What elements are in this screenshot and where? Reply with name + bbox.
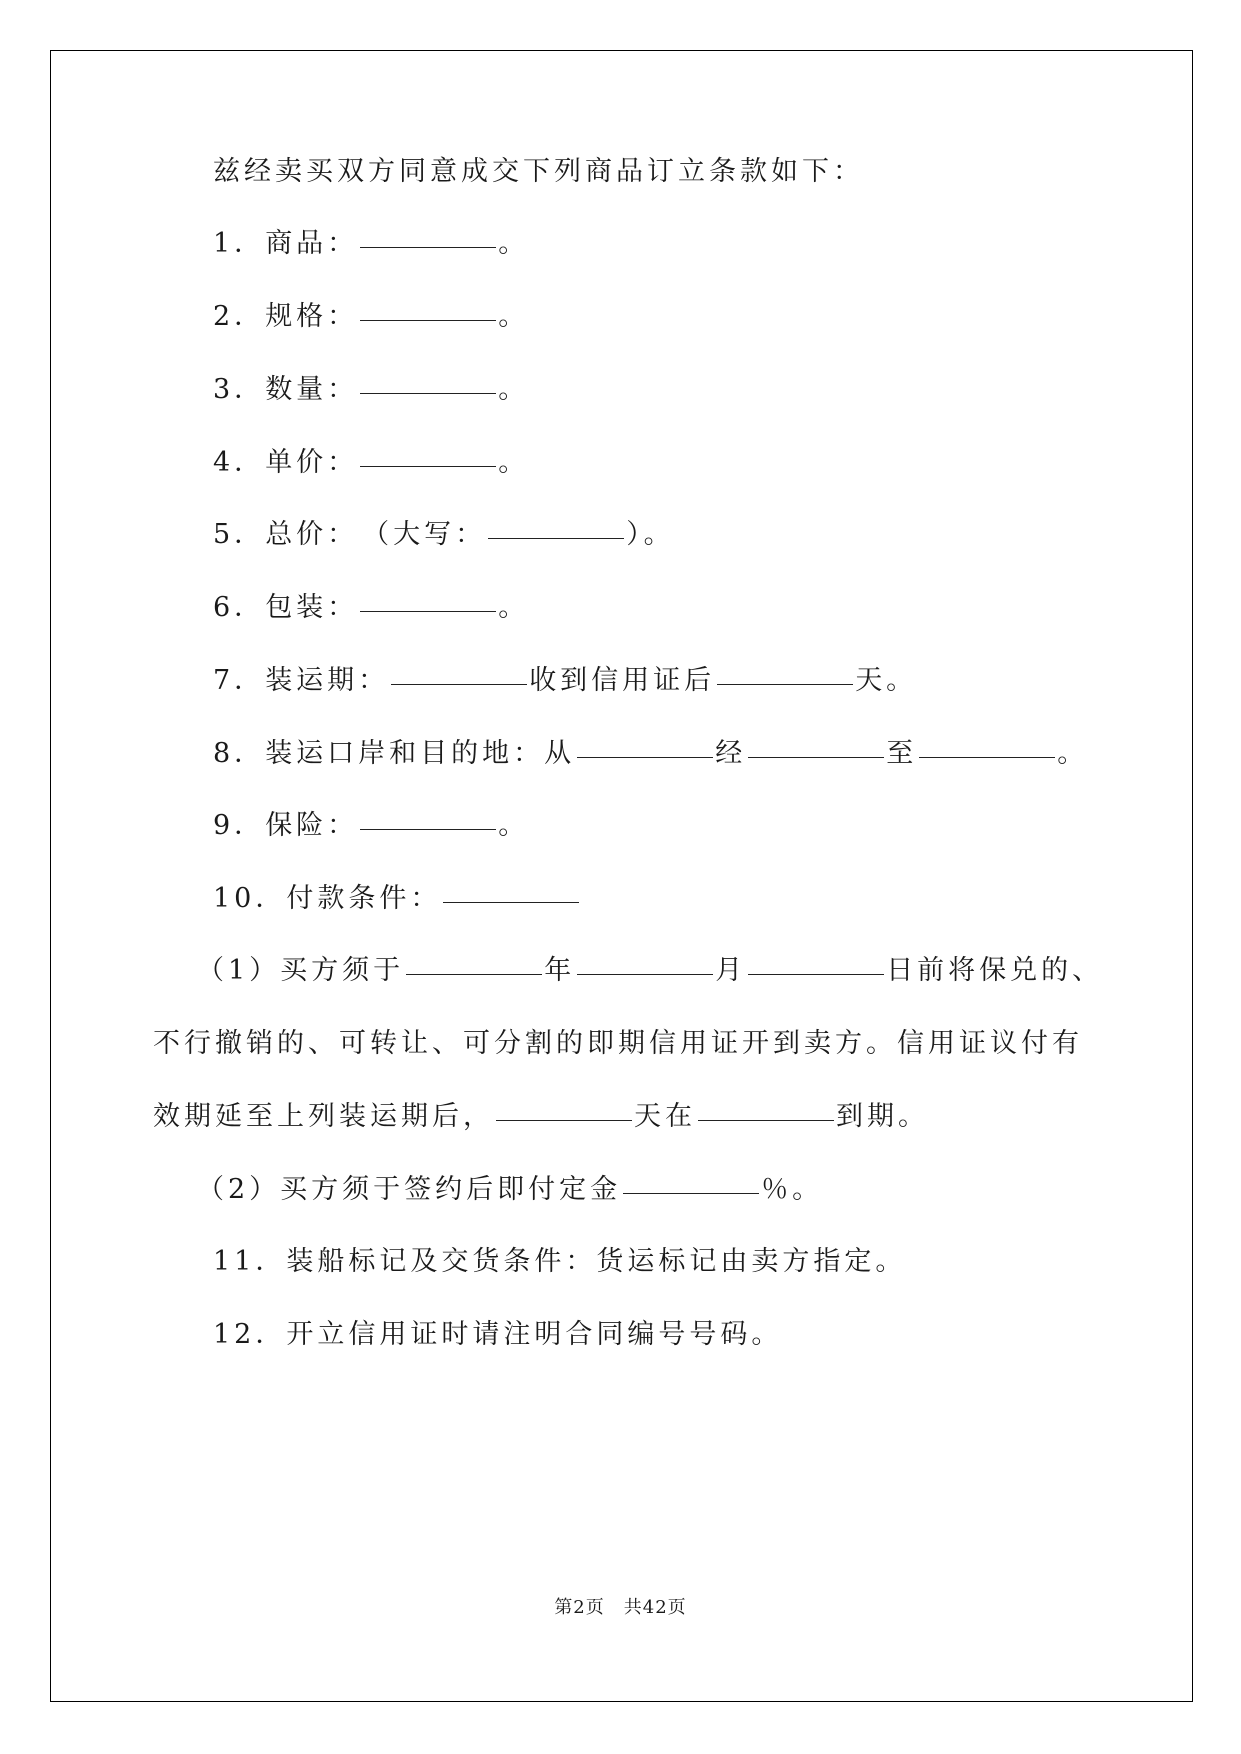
clause-3 (213, 370, 529, 410)
clause-end: 。 (498, 374, 530, 405)
text-segment: 日前将保兑的、 (886, 955, 1104, 986)
clause-num: 8． (213, 738, 266, 769)
clause-end: 。 (498, 301, 530, 332)
blank-line (748, 973, 884, 975)
sub-clause-1 (197, 951, 1103, 991)
sub-clause-1-line-3 (153, 1097, 929, 1137)
clause-end: 。 (498, 228, 530, 259)
clause-label: 单价： (265, 447, 359, 478)
page-number-footer: 第2页 共42页 (554, 1597, 687, 1618)
text-segment: 天在 (634, 1101, 696, 1132)
clause-num: 5． (213, 519, 266, 550)
clause-9 (213, 806, 529, 846)
clause-pre: （大写： (344, 519, 487, 550)
text-segment: 年 (544, 955, 576, 986)
clause-num: 9． (213, 810, 266, 841)
text-segment: （1）买方须于 (197, 955, 405, 986)
blank-line (391, 683, 527, 685)
sub-clause-2 (197, 1170, 823, 1210)
clause-num: 3． (213, 374, 266, 405)
clause-2 (213, 297, 529, 337)
blank-line (443, 901, 579, 903)
text-segment: 月 (715, 955, 747, 986)
clause-11: 11．装船标记及交货条件：货运标记由卖方指定。 (213, 1246, 907, 1277)
intro-text: 兹经卖买双方同意成交下列商品订立条款如下： (213, 156, 864, 187)
clause-5 (213, 515, 675, 555)
clause-end: 。 (498, 447, 530, 478)
blank-line (748, 756, 884, 758)
blank-line (698, 1119, 834, 1121)
clause-label: 商品： (265, 228, 359, 259)
blank-line (919, 756, 1055, 758)
text-segment: 到期。 (836, 1101, 929, 1132)
clause-end: 。 (498, 810, 530, 841)
blank-line (577, 756, 713, 758)
clause-label: 保险： (265, 810, 359, 841)
clause-1 (213, 224, 529, 264)
clause-mid: 至 (886, 738, 918, 769)
blank-line (360, 319, 496, 321)
blank-line (360, 246, 496, 248)
blank-line (577, 973, 713, 975)
clause-label: 装运口岸和目的地：从 (265, 738, 576, 769)
blank-line (717, 683, 853, 685)
clause-6 (213, 588, 529, 628)
clause-10 (213, 879, 581, 919)
text-segment: （2）买方须于签约后即付定金 (197, 1174, 622, 1205)
clause-end: 。 (1057, 738, 1089, 769)
clause-end: 。 (498, 592, 530, 623)
text-segment: ％。 (761, 1174, 824, 1205)
clause-8 (213, 734, 1088, 774)
sub-clause-1-line-2: 不行撤销的、可转让、可分割的即期信用证开到卖方。信用证议付有 (153, 1028, 1083, 1059)
blank-line (360, 465, 496, 467)
clause-label: 数量： (265, 374, 359, 405)
clause-mid: 收到信用证后 (529, 665, 716, 696)
clause-end: ）。 (626, 519, 675, 550)
clause-label: 付款条件： (286, 883, 442, 914)
clause-num: 2． (213, 301, 266, 332)
blank-line (360, 610, 496, 612)
blank-line (406, 973, 542, 975)
clause-label: 规格： (265, 301, 359, 332)
clause-mid: 经 (715, 738, 747, 769)
blank-line (488, 537, 624, 539)
blank-line (496, 1119, 632, 1121)
clause-7 (213, 661, 917, 701)
clause-num: 7． (213, 665, 266, 696)
clause-label: 装运期： (265, 665, 390, 696)
clause-num: 1． (213, 228, 266, 259)
blank-line (360, 392, 496, 394)
blank-line (360, 828, 496, 830)
clause-label: 总价： (265, 519, 345, 550)
clause-num: 10． (213, 883, 287, 914)
clause-num: 4． (213, 447, 266, 478)
blank-line (623, 1192, 759, 1194)
clause-end: 天。 (855, 665, 918, 696)
clause-num: 6． (213, 592, 266, 623)
text-segment: 效期延至上列装运期后， (153, 1101, 494, 1132)
clause-12: 12．开立信用证时请注明合同编号号码。 (213, 1319, 783, 1350)
clause-4 (213, 443, 529, 483)
clause-label: 包装： (265, 592, 359, 623)
